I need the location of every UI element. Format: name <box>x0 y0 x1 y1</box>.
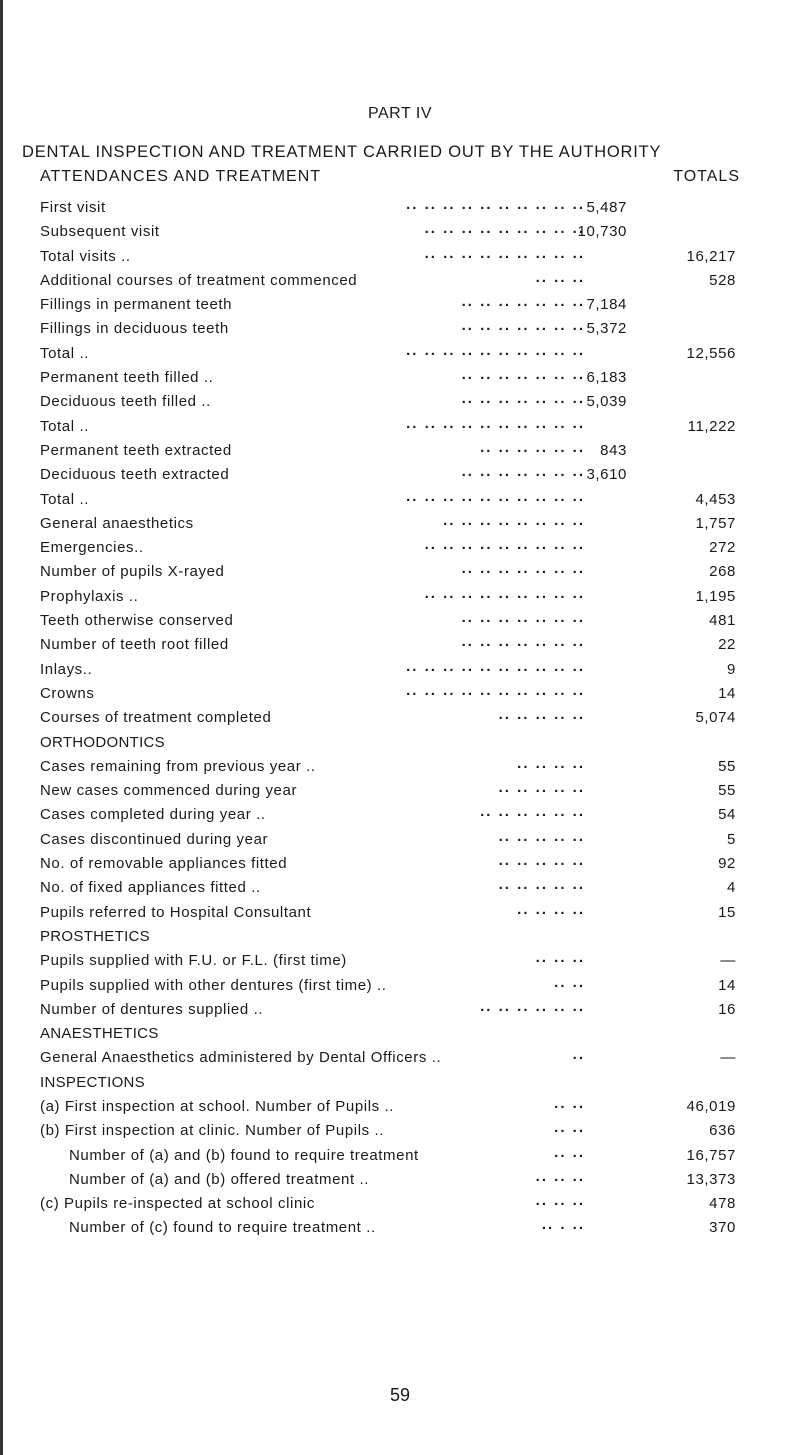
row-total: 55 <box>718 757 736 775</box>
row-total: 528 <box>709 271 736 289</box>
row-total: 5,074 <box>695 709 736 727</box>
row-total: 272 <box>709 539 736 557</box>
row-label: Permanent teeth filled .. <box>40 369 214 387</box>
leader-dots: .. .. .. .. .. .. <box>480 438 585 456</box>
row-label: First visit <box>40 199 106 216</box>
row-label: (a) First inspection at school. Number of Pupils .. <box>40 1097 395 1115</box>
leader-dots: .. .. .. .. .. .. .. .. .. .. <box>406 341 585 359</box>
table-row <box>40 998 770 1022</box>
row-label: Inlays.. <box>40 660 93 678</box>
row-total: 5 <box>727 830 736 848</box>
leader-dots: .. .. .. .. <box>517 754 585 772</box>
row-subvalue: 10,730 <box>577 223 627 241</box>
row-subvalue: 5,039 <box>586 393 627 411</box>
leader-dots: .. .. .. .. .. .. .. .. .. <box>424 536 585 554</box>
row-total: 1,195 <box>695 587 736 605</box>
treatment-table <box>40 196 770 1241</box>
row-label: Prophylaxis .. <box>40 587 139 605</box>
row-label: Total .. <box>40 417 89 435</box>
row-total: 481 <box>709 612 736 630</box>
row-label: INSPECTIONS <box>40 1073 145 1091</box>
leader-dots: .. .. .. .. .. .. .. .. <box>443 511 585 529</box>
row-label: Number of dentures supplied .. <box>40 1000 264 1018</box>
row-total: 4 <box>727 879 736 897</box>
row-label: Total .. <box>40 344 89 362</box>
leader-dots: .. .. .. .. .. .. .. .. .. <box>424 220 585 238</box>
leader-dots: .. .. .. .. .. .. .. <box>461 560 585 578</box>
row-subvalue: 5,487 <box>586 199 627 216</box>
leader-dots: .. .. .. <box>535 949 585 967</box>
row-total: 13,373 <box>686 1170 736 1188</box>
row-total: 14 <box>718 976 736 994</box>
row-label: Total .. <box>40 490 89 508</box>
part-heading: PART IV <box>368 105 432 122</box>
leader-dots: .. .. .. .. .. .. .. <box>461 317 585 335</box>
totals-heading: TOTALS <box>673 168 740 185</box>
leader-dots: .. .. .. .. .. .. <box>480 803 585 821</box>
row-label: Total visits .. <box>40 247 131 265</box>
row-label: Cases remaining from previous year .. <box>40 757 316 775</box>
leader-dots: .. .. .. .. .. .. .. <box>461 390 585 408</box>
section-subtitle: ATTENDANCES AND TREATMENT <box>40 168 322 185</box>
row-total: — <box>720 1049 736 1067</box>
row-label: No. of removable appliances fitted <box>40 855 288 873</box>
row-label: Deciduous teeth filled .. <box>40 393 211 411</box>
row-label: Cases discontinued during year <box>40 830 269 848</box>
row-label: Number of (a) and (b) offered treatment .. <box>69 1170 370 1188</box>
leader-dots: .. .. .. .. .. <box>498 706 585 724</box>
row-label: (c) Pupils re-inspected at school clinic <box>40 1195 315 1213</box>
row-label: Cases completed during year .. <box>40 806 266 824</box>
row-total: 15 <box>718 903 736 921</box>
row-label: Pupils referred to Hospital Consultant <box>40 903 312 921</box>
leader-dots: .. .. .. .. .. .. .. .. .. <box>424 244 585 262</box>
leader-dots: .. .. .. .. .. .. .. <box>461 293 585 311</box>
row-label: Number of (c) found to require treatment .. <box>69 1219 376 1237</box>
row-label: Additional courses of treatment commenced <box>40 271 358 289</box>
row-label: General Anaesthetics administered by Dental Officers .. <box>40 1049 442 1067</box>
row-label: ORTHODONTICS <box>40 733 165 751</box>
leader-dots: .. .. .. .. .. .. .. .. .. <box>424 584 585 602</box>
row-total: 16 <box>718 1000 736 1018</box>
row-total: 14 <box>718 684 736 702</box>
leader-dots: .. .. .. .. .. <box>498 827 585 845</box>
row-total: 370 <box>709 1219 736 1237</box>
leader-dots: .. .. .. .. .. .. .. .. .. .. <box>406 487 585 505</box>
leader-dots: .. .. .. <box>535 268 585 286</box>
row-label: Fillings in permanent teeth <box>40 296 233 314</box>
row-subvalue: 3,610 <box>586 466 627 484</box>
leader-dots: .. .. .. .. .. .. .. .. .. .. <box>406 657 585 675</box>
leader-dots: .. .. .. .. .. <box>498 876 585 894</box>
row-subvalue: 843 <box>600 441 627 459</box>
row-label: General anaesthetics <box>40 514 194 532</box>
row-total: 16,217 <box>686 247 736 265</box>
row-label: Number of pupils X-rayed <box>40 563 225 581</box>
page-number: 59 <box>389 1385 411 1405</box>
row-total: — <box>720 952 736 970</box>
row-total: 636 <box>709 1122 736 1140</box>
row-total: 9 <box>727 660 736 678</box>
leader-dots: .. .. .. .. .. .. .. .. .. .. <box>406 681 585 699</box>
row-label: Pupils supplied with other dentures (first time) .. <box>40 976 387 994</box>
table-row <box>40 706 770 730</box>
row-total: 268 <box>709 563 736 581</box>
row-total: 55 <box>718 782 736 800</box>
row-label: Fillings in deciduous teeth <box>40 320 229 338</box>
leader-dots: .. .. .. .. .. .. .. <box>461 463 585 481</box>
leader-dots: .. .. .. .. .. .. .. .. .. .. <box>406 196 585 213</box>
row-label: Number of (a) and (b) found to require treatment <box>69 1146 419 1164</box>
row-total: 16,757 <box>686 1146 736 1164</box>
row-subvalue: 6,183 <box>586 369 627 387</box>
row-total: 46,019 <box>686 1097 736 1115</box>
leader-dots: .. .. .. .. .. .. <box>480 997 585 1015</box>
row-label: PROSTHETICS <box>40 927 150 945</box>
leader-dots: .. .. <box>554 1143 585 1161</box>
leader-dots: .. .. .. .. <box>517 900 585 918</box>
row-total: 4,453 <box>695 490 736 508</box>
row-subvalue: 7,184 <box>586 296 627 314</box>
row-label: Permanent teeth extracted <box>40 441 232 459</box>
row-total: 54 <box>718 806 736 824</box>
leader-dots: .. <box>572 1046 585 1064</box>
table-row <box>40 1216 770 1240</box>
row-label: (b) First inspection at clinic. Number of Pupils .. <box>40 1122 385 1140</box>
row-label: Deciduous teeth extracted <box>40 466 230 484</box>
row-total: 1,757 <box>695 514 736 532</box>
row-label: Pupils supplied with F.U. or F.L. (first time) <box>40 952 347 970</box>
row-total: 12,556 <box>686 344 736 362</box>
row-subvalue: 5,372 <box>586 320 627 338</box>
row-total: 92 <box>718 855 736 873</box>
leader-dots: .. .. .. .. .. .. .. <box>461 366 585 384</box>
row-label: Crowns <box>40 684 95 702</box>
row-label: New cases commenced during year <box>40 782 298 800</box>
leader-dots: .. .. .. .. .. <box>498 852 585 870</box>
row-label: Teeth otherwise conserved <box>40 612 234 630</box>
leader-dots: .. .. .. .. .. .. .. <box>461 609 585 627</box>
leader-dots: .. .. .. <box>535 1167 585 1185</box>
leader-dots: .. .. .. <box>535 1192 585 1210</box>
page-title: DENTAL INSPECTION AND TREATMENT CARRIED OUT BY THE AUTHORITY <box>22 143 662 161</box>
leader-dots: .. .. <box>554 973 585 991</box>
row-label: ANAESTHETICS <box>40 1025 159 1043</box>
row-label: Subsequent visit <box>40 223 160 241</box>
row-total: 22 <box>718 636 736 654</box>
leader-dots: .. .. .. .. .. <box>498 779 585 797</box>
leader-dots: .. .. <box>554 1094 585 1112</box>
leader-dots: .. .. .. .. .. .. .. <box>461 633 585 651</box>
row-total: 11,222 <box>687 417 736 435</box>
table-row <box>40 901 770 925</box>
leader-dots: .. . .. <box>541 1216 585 1234</box>
leader-dots: .. .. <box>554 1119 585 1137</box>
row-total: 478 <box>709 1195 736 1213</box>
row-label: Courses of treatment completed <box>40 709 272 727</box>
row-label: Number of teeth root filled <box>40 636 229 654</box>
table-row <box>40 1046 770 1070</box>
row-label: Emergencies.. <box>40 539 144 557</box>
leader-dots: .. .. .. .. .. .. .. .. .. .. <box>406 414 585 432</box>
row-label: No. of fixed appliances fitted .. <box>40 879 261 897</box>
